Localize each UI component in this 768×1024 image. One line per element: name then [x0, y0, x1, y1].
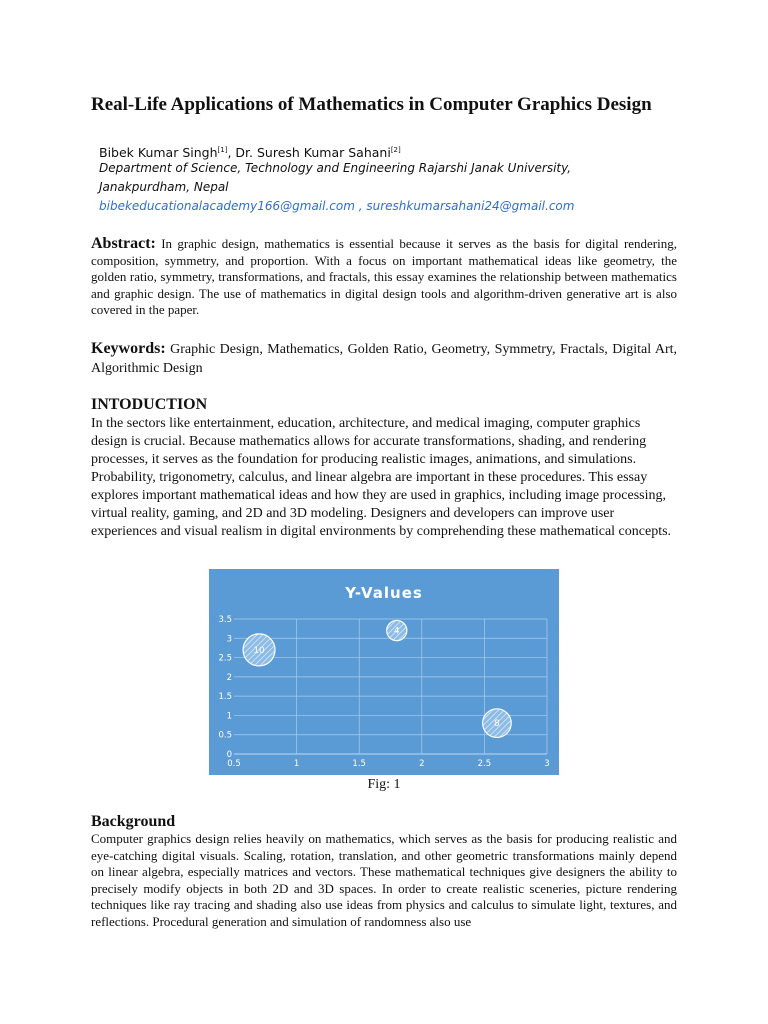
keywords-text: Graphic Design, Mathematics, Golden Ratio, Geometry, Symmetry, Fractals, Digital Art, Algorithmic Design — [91, 342, 677, 376]
author-ref: [2] — [390, 146, 401, 154]
y-tick-label: 0.5 — [218, 730, 232, 741]
bubble-chart — [209, 569, 559, 775]
x-tick-label: 2.5 — [477, 759, 492, 769]
x-tick-label: 0.5 — [227, 759, 241, 769]
author-emails[interactable]: bibekeducationalacademy166@gmail.com , sureshkumarsahani24@gmail.com — [99, 199, 575, 213]
y-tick-label: 1 — [226, 711, 232, 722]
abstract-heading: Abstract: — [91, 235, 156, 252]
x-tick-label: 3 — [544, 759, 550, 769]
y-tick-label: 3 — [226, 634, 232, 645]
author-name: Bibek Kumar Singh — [99, 145, 218, 160]
abstract-text: In graphic design, mathematics is essential because it serves as the basis for digital rendering, composition, symmetry, and proportion. With a focus on important mathematical ideas like geometry, the golden ratio, symmetry, transformations, and fractals, this essay examines the relationship between mathematics and graphic design. The use of mathematics in digital design tools and algorithm-driven generative art is also covered in the paper. — [91, 236, 678, 317]
bubble-label: 10 — [253, 645, 265, 656]
author-ref: [1] — [217, 146, 228, 154]
introduction-text: In the sectors like entertainment, education, architecture, and medical imaging, computer graphics design is crucial. Because mathematics allows for accurate transformations, shading, and rendering processes, it serves as the foundation for producing realistic images, animations, and simulations. Probability, trigonometry, calculus, and linear algebra are important in these procedures. This essay explores important mathematical ideas and how they are used in graphics, including image processing, virtual reality, gaming, and 2D and 3D modeling. Designers and developers can improve user experiences and visual realism in digital environments by comprehending these mathematical concepts. — [91, 416, 672, 539]
y-tick-label: 2 — [226, 672, 232, 683]
background-text: Computer graphics design relies heavily on mathematics, which serves as the basis for producing realistic and eye-catching digital visuals. Scaling, rotation, translation, and other geometric transformations mainly depend on linear algebra, especially matrices and vectors. These mathematical techniques give designers the ability to precisely modify objects in both 2D and 3D spaces. In order to create realistic sceneries, picture rendering techniques like ray tracing and shading also use ideas from physics and calculus to simulate light, textures, and reflections. Procedural generation and simulation of randomness also use — [91, 831, 677, 929]
bubble-label: 8 — [494, 719, 500, 730]
y-tick-label: 1.5 — [218, 692, 232, 703]
background-heading: Background — [91, 813, 176, 830]
chart-svg — [209, 569, 559, 775]
x-tick-label: 2 — [419, 759, 425, 769]
y-tick-label: 2.5 — [218, 653, 232, 664]
keywords-heading: Keywords: — [91, 340, 166, 357]
bubble-label: 4 — [393, 626, 400, 637]
affiliation: Department of Science, Technology and Engineering Rajarshi Janak University, Janakpurdham, Nepal — [99, 161, 572, 194]
paper-title: Real-Life Applications of Mathematics in Computer Graphics Design — [91, 94, 652, 115]
x-tick-label: 1.5 — [352, 759, 366, 769]
introduction-heading: INTODUCTION — [91, 396, 208, 413]
y-tick-label: 3.5 — [218, 615, 232, 625]
keywords — [91, 339, 677, 378]
abstract — [91, 236, 677, 319]
x-tick-label: 1 — [293, 759, 300, 769]
y-tick-label: 0 — [226, 750, 232, 760]
figure-caption: Fig: 1 — [367, 777, 401, 792]
author-separator: , — [227, 145, 236, 160]
chart-title: Y-Values — [345, 584, 423, 602]
author-name: Dr. Suresh Kumar Sahani — [235, 145, 391, 160]
